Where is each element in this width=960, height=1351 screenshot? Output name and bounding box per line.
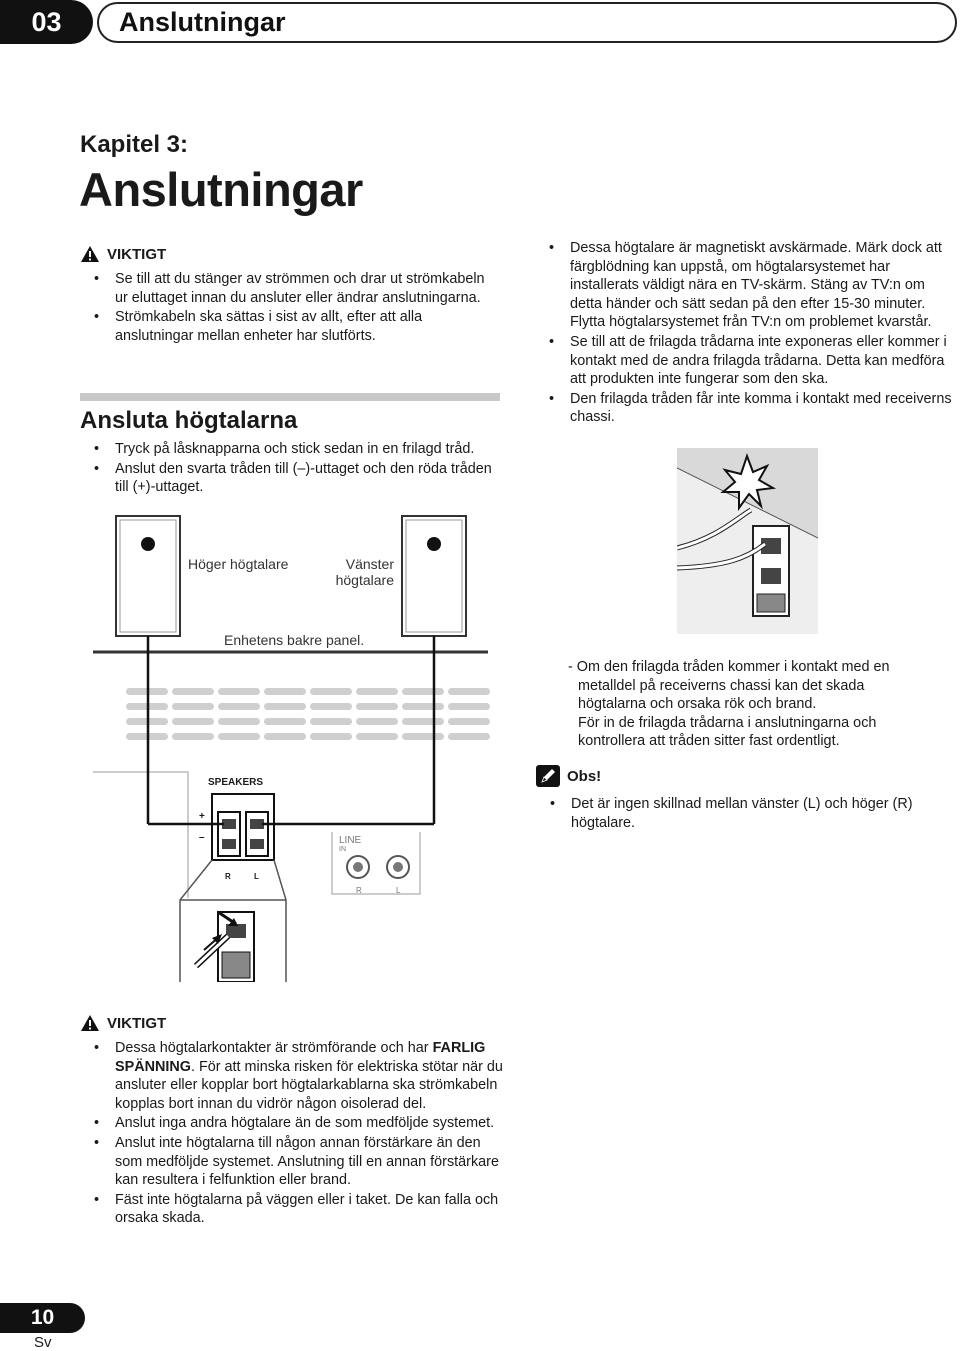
line-r-label: R	[356, 886, 362, 895]
speakers-panel-label: SPEAKERS	[208, 777, 264, 788]
chapter-label: Kapitel 3:	[80, 131, 189, 158]
section-body	[80, 440, 505, 498]
list-item: • Strömkabeln ska sättas i sist av allt, efter att alla anslutningar mellan enheter har slutförts.	[80, 308, 500, 345]
right-speaker-box	[116, 516, 180, 636]
obs-heading	[536, 765, 956, 787]
warning-text: Dessa högtalarkontakter är strömförande och har	[115, 1040, 429, 1056]
obs-block	[536, 765, 956, 833]
list-item: • Tryck på låsknapparna och stick sedan in en frilagd tråd.	[80, 440, 505, 459]
list-item: • Anslut den svarta tråden till (–)-uttaget och den röda tråden till (+)-uttaget.	[80, 460, 505, 497]
right-column-list	[535, 239, 955, 428]
note-line: kontrollera att tråden sitter fast ordentligt.	[578, 733, 840, 750]
warning-title: VIKTIGT	[107, 245, 167, 263]
section-divider	[80, 393, 500, 401]
speaker-r-label: R	[225, 872, 231, 881]
rear-panel-label: Enhetens bakre panel.	[224, 632, 365, 648]
warning-text: . För att minska risken för elektriska stötar när du ansluter eller kopplar bort högtalarkablarna ska strömkabeln kopplas bort innan du vidrör någon oisolerad del.	[115, 1058, 503, 1112]
list-item: • Dessa högtalare är magnetiskt avskärmade. Märk dock att färgblödning kan uppstå, om högtalarsystemet har installerats väldigt nära en TV-skärm. Stäng av TV:n om detta händer och sätt sedan på den efter 15-30 minuter. Flytta högtalarsystemet från TV:n om problemet kvarstår.	[535, 239, 955, 332]
warning-title: VIKTIGT	[107, 1014, 167, 1032]
note-line: högtalarna och orsaka rök och brand.	[578, 696, 817, 713]
in-label: IN	[339, 846, 346, 853]
obs-title: Obs!	[567, 767, 602, 785]
pencil-note-icon	[536, 765, 560, 787]
warning-heading	[80, 245, 500, 263]
speaker-connection-diagram	[88, 512, 493, 982]
obs-list	[536, 795, 956, 832]
warning-heading	[80, 1014, 505, 1032]
list-item: • Anslut inte högtalarna till någon annan förstärkare än den som medföljde systemet. Anslutning till en annan förstärkare kan resultera i felfunktion eller brand.	[80, 1134, 505, 1190]
right-speaker-label: Höger högtalare	[188, 556, 289, 572]
plus-label: +	[199, 811, 205, 822]
warning-block-1	[80, 245, 500, 346]
list-item: • Se till att de frilagda trådarna inte exponeras eller kommer i kontakt med de andra frilagda trådarna. Detta kan medföra att produkten inte fungerar som den ska.	[535, 333, 955, 389]
warning-block-2	[80, 1014, 505, 1229]
line-l-label: L	[396, 886, 401, 895]
magnetic-notes-list	[535, 239, 955, 427]
note-line: För in de frilagda trådarna i anslutningarna och	[578, 714, 877, 731]
chapter-header-title	[97, 2, 957, 43]
list-item: • Fäst inte högtalarna på väggen eller i taket. De kan falla och orsaka skada.	[80, 1191, 505, 1228]
warning-list	[80, 1039, 505, 1228]
warning-triangle-icon	[80, 1014, 100, 1032]
chassi-contact-illustration	[677, 448, 818, 634]
section-title: Ansluta högtalarna	[80, 407, 298, 434]
list-item: • Det är ingen skillnad mellan vänster (L) och höger (R) högtalare.	[536, 795, 956, 832]
left-speaker-label: Vänster högtalare	[335, 556, 394, 588]
section-list	[80, 440, 505, 497]
list-item	[80, 1039, 505, 1113]
danger-voltage-text: FARLIG SPÄNNING	[115, 1040, 486, 1075]
note-line: metalldel på receiverns chassi kan det skada	[578, 677, 865, 694]
note-line: - Om den frilagda tråden kommer i kontakt med en	[568, 659, 890, 675]
chapter-header-title-text: Anslutningar	[119, 7, 286, 37]
line-label: LINE	[339, 835, 362, 846]
list-item: • Den frilagda tråden får inte komma i kontakt med receiverns chassi.	[535, 390, 955, 427]
list-item: • Se till att du stänger av strömmen och drar ut strömkabeln ur eluttaget innan du ansluter eller ändrar anslutningarna.	[80, 270, 500, 307]
warning-triangle-icon	[80, 245, 100, 263]
page-number-badge: 10	[0, 1303, 85, 1333]
list-item: • Anslut inga andra högtalare än de som medföljde systemet.	[80, 1114, 505, 1133]
chassi-note	[568, 658, 958, 751]
warning-list	[80, 270, 500, 345]
language-code: Sv	[34, 1334, 52, 1351]
speaker-l-label: L	[254, 872, 259, 881]
page-title: Anslutningar	[79, 163, 363, 216]
left-speaker-box	[402, 516, 466, 636]
minus-label: –	[199, 832, 205, 843]
chapter-number-badge: 03	[0, 0, 93, 44]
